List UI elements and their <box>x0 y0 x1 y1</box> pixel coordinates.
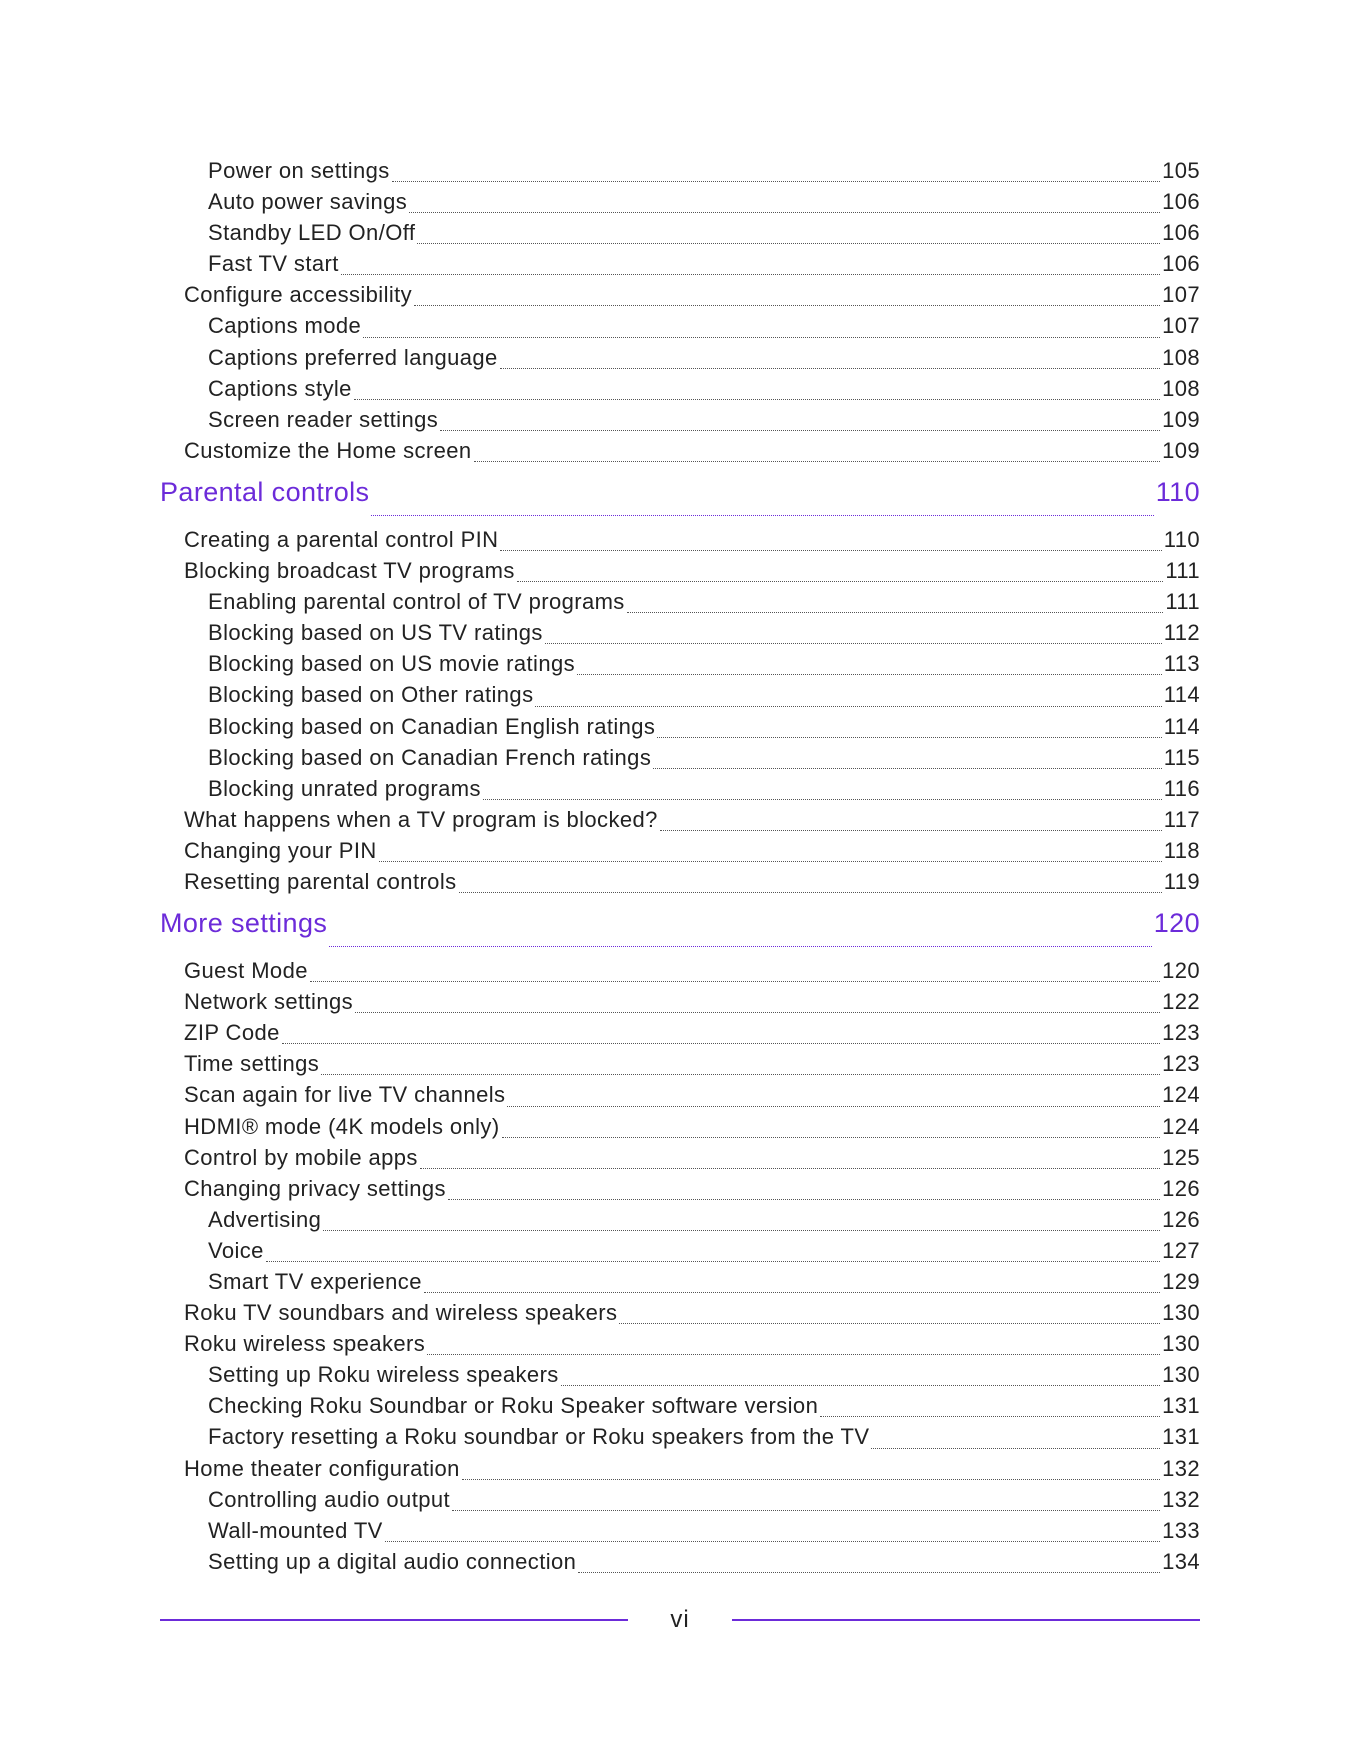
toc-entry-page: 124 <box>1162 1082 1200 1108</box>
toc-entry-title: What happens when a TV program is blocked? <box>184 806 658 832</box>
toc-entry[interactable] <box>160 251 1200 282</box>
toc-entry[interactable] <box>160 1393 1200 1424</box>
toc-chapter-entry[interactable] <box>160 473 1200 525</box>
toc-entry[interactable] <box>160 1518 1200 1549</box>
toc-entry[interactable] <box>160 1300 1200 1331</box>
toc-entry-title: Blocking based on US TV ratings <box>208 620 543 646</box>
toc-entry-page: 106 <box>1162 189 1200 215</box>
dot-leader <box>341 266 1160 275</box>
toc-entry-page: 108 <box>1162 344 1200 370</box>
dot-leader <box>517 573 1164 582</box>
toc-chapter-entry[interactable] <box>160 904 1200 956</box>
dot-leader <box>653 760 1161 769</box>
toc-entry-page: 120 <box>1153 908 1200 939</box>
toc-entry[interactable] <box>160 682 1200 713</box>
toc-entry[interactable] <box>160 407 1200 438</box>
toc-entry[interactable] <box>160 1362 1200 1393</box>
toc-entry[interactable] <box>160 869 1200 900</box>
toc-entry[interactable] <box>160 345 1200 376</box>
toc-entry-title: Control by mobile apps <box>184 1144 418 1170</box>
toc-entry[interactable] <box>160 1331 1200 1362</box>
toc-entry[interactable] <box>160 438 1200 469</box>
toc-entry-title: Guest Mode <box>184 958 308 984</box>
toc-entry-title: Controlling audio output <box>208 1486 450 1512</box>
toc-entry[interactable] <box>160 1082 1200 1113</box>
toc-entry-title: Checking Roku Soundbar or Roku Speaker software version <box>208 1393 819 1419</box>
toc-entry-page: 125 <box>1162 1144 1200 1170</box>
toc-entry-page: 107 <box>1162 282 1200 308</box>
toc-entry-page: 106 <box>1162 251 1200 277</box>
toc-entry-title: Fast TV start <box>208 251 339 277</box>
toc-entry-page: 123 <box>1162 1020 1200 1046</box>
dot-leader <box>462 1471 1160 1480</box>
toc-entry-title: Changing privacy settings <box>184 1175 446 1201</box>
toc-entry-page: 108 <box>1162 375 1200 401</box>
toc-entry-page: 105 <box>1162 158 1200 183</box>
toc-entry-page: 109 <box>1162 437 1200 463</box>
toc-entry-title: Standby LED On/Off <box>208 220 416 246</box>
toc-entry-title: Power on settings <box>208 158 390 183</box>
toc-entry-page: 118 <box>1163 837 1200 863</box>
toc-entry-page: 116 <box>1163 775 1200 801</box>
toc-entry[interactable] <box>160 1549 1200 1580</box>
toc-entry-page: 110 <box>1155 476 1200 507</box>
toc-entry[interactable] <box>160 989 1200 1020</box>
toc-entry-title: Captions mode <box>208 313 362 339</box>
dot-leader <box>385 1533 1160 1542</box>
dot-leader <box>371 507 1153 516</box>
dot-leader <box>535 698 1161 707</box>
toc-entry-title: Auto power savings <box>208 189 408 215</box>
toc-entry-title: Advertising <box>208 1206 322 1232</box>
toc-entry-page: 111 <box>1165 558 1200 584</box>
toc-entry-page: 115 <box>1163 744 1200 770</box>
dot-leader <box>619 1315 1160 1324</box>
toc-entry-title: Wall-mounted TV <box>208 1517 383 1543</box>
toc-entry[interactable] <box>160 651 1200 682</box>
toc-entry[interactable] <box>160 1051 1200 1082</box>
toc-entry-title: Smart TV experience <box>208 1269 422 1294</box>
dot-leader <box>420 1160 1160 1169</box>
dot-leader <box>578 1564 1160 1573</box>
dot-leader <box>502 1129 1161 1138</box>
toc-entry-page: 126 <box>1162 1175 1200 1201</box>
dot-leader <box>448 1191 1160 1200</box>
page-number: vi <box>670 1606 690 1633</box>
footer-rule-left <box>160 1619 628 1621</box>
toc-entry-title: Parental controls <box>160 476 370 507</box>
toc-entry[interactable] <box>160 527 1200 558</box>
dot-leader <box>310 973 1160 982</box>
dot-leader <box>427 1346 1160 1355</box>
toc-entry-page: 111 <box>1165 589 1200 615</box>
footer-rule-right <box>732 1619 1200 1621</box>
toc-entry-title: Screen reader settings <box>208 406 439 432</box>
toc-entry[interactable] <box>160 1456 1200 1487</box>
toc-entry-title: Setting up a digital audio connection <box>208 1548 577 1574</box>
dot-leader <box>409 204 1160 213</box>
toc-entry-title: Enabling parental control of TV programs <box>208 589 625 615</box>
dot-leader <box>657 729 1161 738</box>
toc-entry[interactable] <box>160 1114 1200 1145</box>
toc-entry-page: 127 <box>1162 1237 1200 1263</box>
dot-leader <box>500 360 1160 369</box>
toc-entry-title: Factory resetting a Roku soundbar or Roku speakers from the TV <box>208 1424 870 1450</box>
toc-entry[interactable] <box>160 1424 1200 1455</box>
dot-leader <box>363 329 1160 338</box>
toc-entry[interactable] <box>160 958 1200 989</box>
toc-entry[interactable] <box>160 1207 1200 1238</box>
toc-entry-page: 112 <box>1163 620 1200 646</box>
toc-entry-title: Blocking based on Canadian English ratings <box>208 713 656 739</box>
dot-leader <box>500 542 1161 551</box>
toc-entry-page: 124 <box>1162 1113 1200 1139</box>
toc-entry[interactable] <box>160 776 1200 807</box>
toc-entry[interactable] <box>160 1020 1200 1051</box>
toc-entry-title: Roku wireless speakers <box>184 1331 426 1357</box>
toc-entry-title: Configure accessibility <box>184 282 413 308</box>
toc-entry[interactable] <box>160 1238 1200 1269</box>
toc-entry[interactable] <box>160 1176 1200 1207</box>
toc-entry-page: 109 <box>1162 406 1200 432</box>
toc-entry[interactable] <box>160 620 1200 651</box>
dot-leader <box>424 1284 1160 1293</box>
toc-entry-title: Time settings <box>184 1051 320 1077</box>
toc-entry[interactable] <box>160 376 1200 407</box>
toc-entry[interactable] <box>160 589 1200 620</box>
dot-leader <box>474 453 1161 462</box>
toc-entry-page: 131 <box>1162 1393 1200 1419</box>
toc-entry[interactable] <box>160 282 1200 313</box>
toc-entry-page: 114 <box>1163 713 1200 739</box>
dot-leader <box>577 666 1162 675</box>
toc-entry-page: 130 <box>1162 1300 1200 1326</box>
dot-leader <box>871 1440 1160 1449</box>
toc-entry-page: 129 <box>1162 1269 1200 1294</box>
toc-entry-title: Setting up Roku wireless speakers <box>208 1362 559 1388</box>
toc-entry-title: Customize the Home screen <box>184 437 472 463</box>
dot-leader <box>440 422 1160 431</box>
dot-leader <box>507 1098 1160 1107</box>
toc-entry-page: 134 <box>1162 1548 1200 1574</box>
dot-leader <box>452 1502 1160 1511</box>
toc-entry[interactable] <box>160 714 1200 745</box>
toc-entry[interactable] <box>160 558 1200 589</box>
toc-entry-title: Captions style <box>208 375 352 401</box>
toc-entry-title: Blocking broadcast TV programs <box>184 558 515 584</box>
toc-entry-page: 113 <box>1163 651 1200 677</box>
toc-entry[interactable] <box>160 1269 1200 1300</box>
table-of-contents <box>160 158 1200 1580</box>
toc-entry-page: 110 <box>1163 526 1200 552</box>
toc-entry-page: 130 <box>1162 1362 1200 1388</box>
toc-entry[interactable] <box>160 745 1200 776</box>
toc-entry-title: Home theater configuration <box>184 1455 460 1481</box>
toc-entry-page: 132 <box>1162 1486 1200 1512</box>
dot-leader <box>321 1066 1160 1075</box>
dot-leader <box>459 884 1162 893</box>
dot-leader <box>545 635 1162 644</box>
toc-entry-title: Network settings <box>184 989 354 1015</box>
toc-entry-page: 132 <box>1162 1455 1200 1481</box>
toc-entry[interactable] <box>160 220 1200 251</box>
toc-entry-page: 122 <box>1162 989 1200 1015</box>
dot-leader <box>323 1222 1160 1231</box>
toc-entry-title: Scan again for live TV channels <box>184 1082 506 1108</box>
toc-entry[interactable] <box>160 189 1200 220</box>
toc-entry[interactable] <box>160 838 1200 869</box>
dot-leader <box>329 938 1151 947</box>
toc-entry-page: 114 <box>1163 682 1200 708</box>
dot-leader <box>379 853 1162 862</box>
dot-leader <box>414 297 1160 306</box>
toc-entry-title: Blocking based on Other ratings <box>208 682 534 708</box>
dot-leader <box>820 1408 1160 1417</box>
toc-entry-title: Blocking based on Canadian French ratings <box>208 744 652 770</box>
dot-leader <box>660 822 1162 831</box>
dot-leader <box>417 235 1160 244</box>
toc-entry[interactable] <box>160 1145 1200 1176</box>
dot-leader <box>483 791 1162 800</box>
toc-entry-page: 106 <box>1162 220 1200 246</box>
dot-leader <box>266 1253 1160 1262</box>
toc-entry-page: 117 <box>1163 806 1200 832</box>
dot-leader <box>392 173 1160 182</box>
toc-entry-page: 133 <box>1162 1517 1200 1543</box>
page-footer <box>160 1605 1200 1635</box>
toc-entry[interactable] <box>160 1487 1200 1518</box>
toc-entry-title: Changing your PIN <box>184 837 377 863</box>
toc-entry-page: 130 <box>1162 1331 1200 1357</box>
toc-entry-page: 123 <box>1162 1051 1200 1077</box>
dot-leader <box>354 391 1160 400</box>
toc-entry[interactable] <box>160 158 1200 189</box>
toc-entry-title: Blocking based on US movie ratings <box>208 651 576 677</box>
dot-leader <box>282 1035 1160 1044</box>
toc-entry[interactable] <box>160 313 1200 344</box>
dot-leader <box>561 1377 1160 1386</box>
toc-entry-title: ZIP Code <box>184 1020 280 1046</box>
toc-entry-title: Captions preferred language <box>208 344 498 370</box>
toc-entry-title: Creating a parental control PIN <box>184 526 499 552</box>
toc-entry-page: 131 <box>1162 1424 1200 1450</box>
toc-entry-title: HDMI® mode (4K models only) <box>184 1113 500 1139</box>
toc-entry-page: 119 <box>1163 868 1200 894</box>
toc-entry-title: Roku TV soundbars and wireless speakers <box>184 1300 618 1326</box>
dot-leader <box>355 1004 1160 1013</box>
toc-entry[interactable] <box>160 807 1200 838</box>
toc-entry-page: 107 <box>1162 313 1200 339</box>
toc-entry-title: Blocking unrated programs <box>208 775 481 801</box>
toc-entry-title: More settings <box>160 908 328 939</box>
toc-entry-title: Resetting parental controls <box>184 868 457 894</box>
toc-entry-page: 120 <box>1162 958 1200 984</box>
toc-entry-page: 126 <box>1162 1206 1200 1232</box>
toc-entry-title: Voice <box>208 1237 264 1263</box>
dot-leader <box>627 604 1164 613</box>
